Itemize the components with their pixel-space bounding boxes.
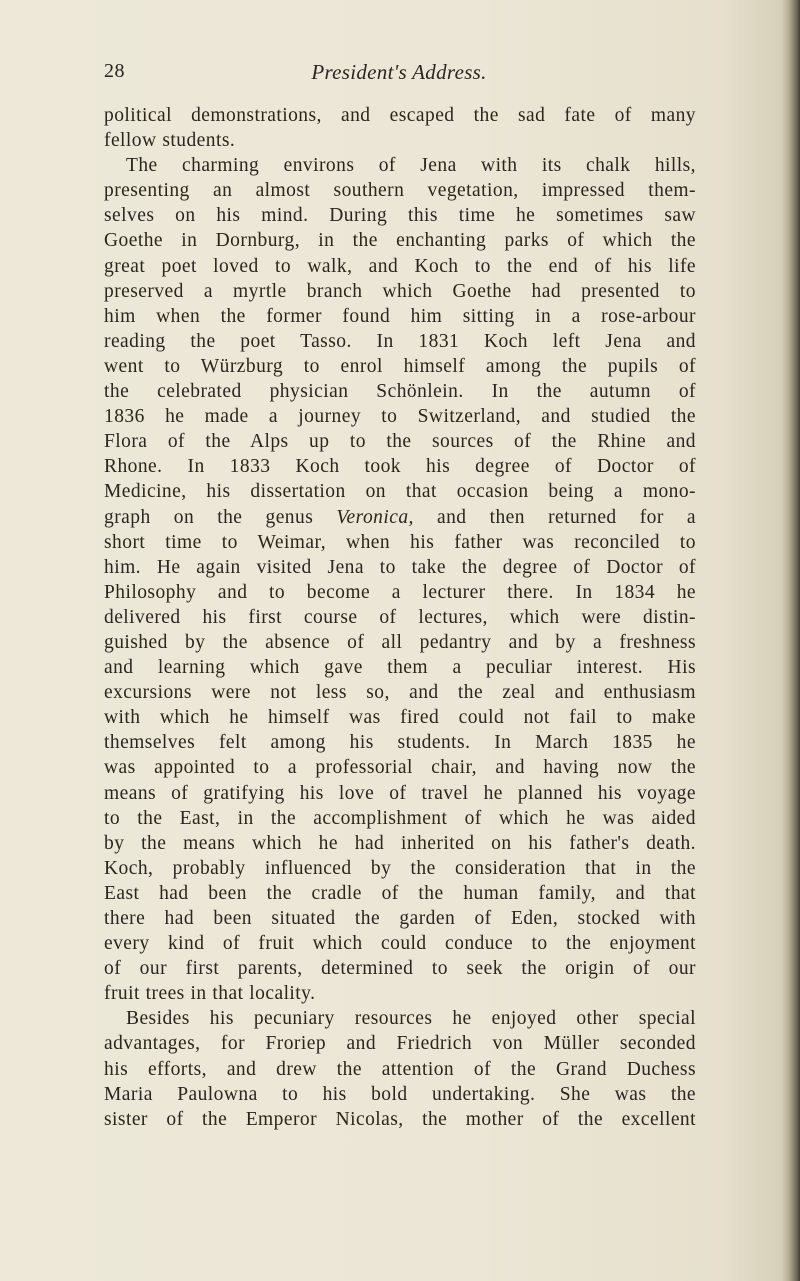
text-line: him. He again visited Jena to take the degree of Doctor of [104, 556, 696, 578]
text-line: themselves felt among his students. In March 1835 he [104, 732, 696, 754]
text-line: Medicine, his dissertation on that occasion being a mono- [104, 481, 696, 503]
text-line: fruit trees in that locality. [104, 983, 316, 1005]
text-line: Rhone. In 1833 Koch took his degree of Doctor of [104, 456, 696, 478]
page-edge-shadow [782, 0, 800, 1281]
line-segment: and then returned for a [437, 506, 697, 528]
text-line: excursions were not less so, and the zeal and enthusiasm [104, 682, 696, 704]
text-line: reading the poet Tasso. In 1831 Koch left Jena and [104, 330, 696, 352]
text-line: went to Würzburg to enrol himself among the pupils of [104, 355, 696, 377]
text-line: guished by the absence of all pedantry and by a freshness [104, 631, 696, 653]
text-line: delivered his first course of lectures, which were distin- [104, 606, 696, 628]
text-line: Maria Paulowna to his bold undertaking. She was the [104, 1083, 696, 1105]
text-line: Philosophy and to become a lecturer there. In 1834 he [104, 581, 696, 603]
text-line: sister of the Emperor Nicolas, the mother of the excellent [104, 1108, 696, 1130]
text-line: him when the former found him sitting in a rose-arbour [104, 305, 696, 327]
text-line: selves on his mind. During this time he sometimes saw [104, 205, 696, 227]
text-line: presenting an almost southern vegetation, impressed them- [104, 180, 696, 202]
text-line: of our first parents, determined to seek the origin of our [104, 958, 696, 980]
text-line: every kind of fruit which could conduce to the enjoyment [104, 933, 696, 955]
text-line: preserved a myrtle branch which Goethe had presented to [104, 280, 696, 302]
text-line: fellow students. [104, 130, 236, 152]
text-line: and learning which gave them a peculiar interest. His [104, 657, 696, 679]
text-line: his efforts, and drew the attention of the Grand Duchess [104, 1058, 696, 1080]
text-line: short time to Weimar, when his father was reconciled to [104, 531, 696, 553]
text-line: Besides his pecuniary resources he enjoyed other special [126, 1008, 696, 1030]
text-line: great poet loved to walk, and Koch to the end of his life [104, 255, 696, 277]
text-line: the celebrated physician Schönlein. In the autumn of [104, 381, 696, 403]
text-line: Goethe in Dornburg, in the enchanting parks of which the [104, 230, 696, 252]
line-segment: graph on the genus [104, 506, 314, 528]
text-line: The charming environs of Jena with its chalk hills, [126, 155, 696, 177]
text-line: means of gratifying his love of travel he planned his voyage [104, 782, 696, 804]
text-line: to the East, in the accomplishment of which he was aided [104, 807, 696, 829]
text-line: there had been situated the garden of Eden, stocked with [104, 908, 696, 929]
text-line: by the means which he had inherited on his father's death. [104, 832, 696, 854]
text-line: was appointed to a professorial chair, and having now the [104, 757, 696, 779]
text-line: Koch, probably influenced by the consideration that in the [104, 857, 696, 879]
text-line: with which he himself was fired could not fail to make [104, 707, 696, 729]
page-header [104, 60, 694, 90]
page-number: 28 [104, 60, 125, 82]
running-title: President's Address. [311, 60, 487, 84]
text-line: 1836 he made a journey to Switzerland, and studied the [104, 406, 696, 428]
text-line-with-italic [104, 505, 696, 530]
body-text [104, 103, 696, 1132]
italic-genus-name: Veronica, [336, 506, 414, 528]
text-line: advantages, for Froriep and Friedrich von Müller seconded [104, 1033, 696, 1055]
text-line: East had been the cradle of the human family, and that [104, 882, 696, 904]
text-line: political demonstrations, and escaped the sad fate of many [104, 105, 696, 126]
text-line: Flora of the Alps up to the sources of the Rhine and [104, 431, 696, 453]
